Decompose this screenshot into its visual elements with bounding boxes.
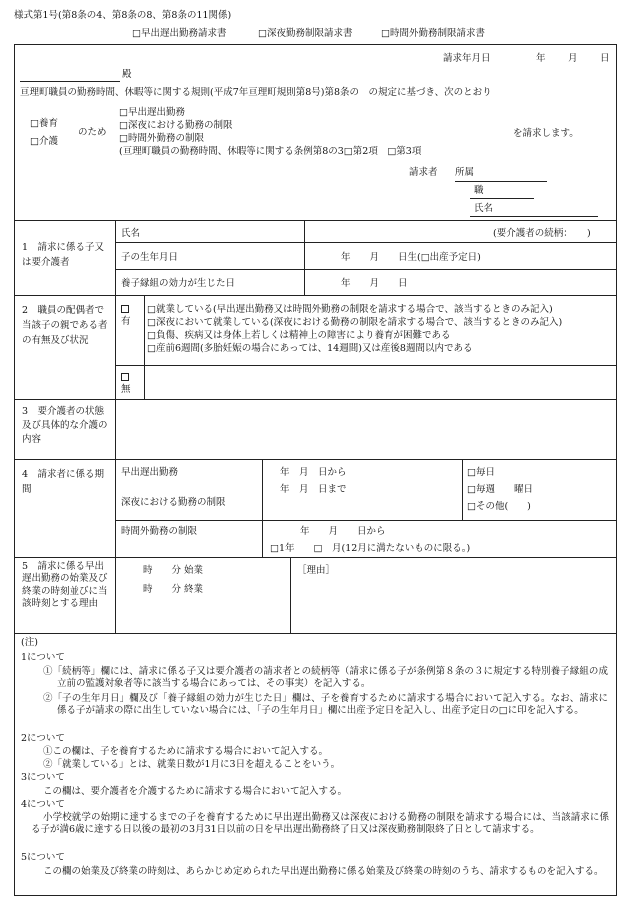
spouse-status-night[interactable]: □深夜において就業している(深夜における勤務の制限を請求する場合で、該当するときのみ記入) [147,317,563,328]
note3-heading: 3について [21,772,65,783]
birth-date-value[interactable]: 年 月 日生(□出産予定日) [341,252,481,263]
note1-item1: ①「続柄等」欄には、請求に係る子又は要介護者の請求者との続柄等（請求に係る子が条例第８条の３に規定する特別養子縁組の成立前の監護対象者等に該当する場合にあっては、その事実）を記入する。 [43,666,608,690]
spouse-no-label: 無 [121,384,131,395]
notes-heading: (注) [21,637,38,648]
doc-type-overtime[interactable]: □時間外勤務制限請求書 [381,28,485,39]
spouse-yes-checkbox[interactable] [121,304,130,316]
section5-title: 5 請求に係る早出遅出勤務の始業及び終業の時刻並びに当該時刻とする理由 [22,561,108,610]
freq-daily[interactable]: □毎日 [467,467,495,478]
period-overtime: 時間外勤務の制限 [121,526,198,537]
form-number: 様式第1号(第8条の4、第8条の8、第8条の11関係) [14,10,232,21]
adoption-date-value[interactable]: 年 月 日 [341,278,408,289]
request-option-early-late[interactable]: □早出遅出勤務 [119,107,185,118]
note3-text: この欄は、要介護者を介護するために請求する場合において記入する。 [43,786,348,797]
affiliation-line[interactable] [455,181,547,182]
end-time[interactable]: 時 分 終業 [143,584,204,595]
spouse-no-checkbox[interactable] [121,372,130,384]
note5-text: この欄の始業及び終業の時刻は、あらかじめ定められた早出遅出勤務に係る始業及び終業の時刻のうち、請求するものを記入する。 [43,866,604,877]
note4-text: 小学校就学の始期に達するまでの子を養育するために早出遅出勤務又は深夜における勤務の制限を請求する場合には、当該請求に係る子が満6歳に達する日以後の最初の3月31日以前の日を早出遅出勤務終了日又は深夜勤務制限終了日として請求する。 [31,812,609,836]
note2-item2: ②「就業している」とは、就業日数が1月に3日を超えることをいう。 [43,759,341,770]
freq-weekly[interactable]: □毎週 曜日 [467,484,533,495]
overtime-from[interactable]: 年 月 日から [300,526,386,537]
addressee-line[interactable] [20,70,120,82]
child-name-label: 氏名 [121,228,141,239]
section1-title: 1 請求に係る子又は要介護者 [22,242,105,268]
note2-heading: 2について [21,733,65,744]
spouse-status-working[interactable]: □就業している(早出遅出勤務又は時間外勤務の制限を請求する場合で、該当するときのみ記入) [147,304,553,315]
position-label: 職 [474,185,484,196]
note1-heading: 1について [21,652,65,663]
doc-type-night[interactable]: □深夜勤務制限請求書 [258,28,353,39]
requester-label: 請求者 [409,167,438,178]
start-time[interactable]: 時 分 始業 [143,565,204,576]
purpose-raising[interactable]: □養育 [30,118,58,129]
freq-other[interactable]: □その他( ) [467,501,531,512]
request-suffix: を請求します。 [513,128,579,139]
affiliation-label: 所属 [455,167,475,178]
adoption-date-label: 養子縁組の効力が生じた日 [121,278,236,289]
addressee-suffix: 殿 [122,69,132,80]
for-label: のため [78,127,107,138]
reason-label: ［理由］ [297,565,336,576]
period-early-late: 早出遅出勤務 [121,467,179,478]
note2-item1: ①この欄は、子を養育するために請求する場合において記入する。 [43,746,329,757]
date-year[interactable]: 年 [536,53,546,64]
section4-title: 4 請求者に係る期間 [22,469,105,496]
doc-type-early-late[interactable]: □早出遅出勤務請求書 [132,28,227,39]
spouse-status-injury[interactable]: □負傷、疾病又は身体上若しくは精神上の障害により養育が困難である [147,330,451,341]
note5-heading: 5について [21,852,65,863]
overtime-period[interactable]: □1年 □ 月(12月に満たないものに限る。) [270,543,471,554]
note1-item2: ②「子の生年月日」欄及び「養子縁組の効力が生じた日」欄は、子を養育するために請求する場合において記入する。なお、請求に係る子が請求の際に出生していない場合には、「子の生年月日」欄に出産予定日を記入し、出産予定日の□に印を記入する。 [43,693,608,717]
request-date-label: 請求年月日 [443,53,491,64]
section2-title: 2 職員の配偶者で当該子の親である者の有無及び状況 [22,305,108,347]
date-month[interactable]: 月 [568,53,578,64]
note4-heading: 4について [21,799,65,810]
request-option-overtime[interactable]: □時間外勤務の制限 [119,133,204,144]
name-label: 氏名 [474,203,494,214]
purpose-care[interactable]: □介護 [30,136,58,147]
date-day[interactable]: 日 [600,53,610,64]
period-from[interactable]: 年 月 日から [280,467,347,478]
period-to[interactable]: 年 月 日まで [280,484,347,495]
relation-label[interactable]: (要介護者の続柄： ) [493,228,591,239]
regulation-note: (亘理町職員の勤務時間、休暇等に関する条例第8の3□第2項 □第3項 [119,146,422,157]
section3-title: 3 要介護者の状態及び具体的な介護の内容 [22,406,108,445]
request-option-night[interactable]: □深夜における勤務の制限 [119,120,233,131]
period-night: 深夜における勤務の制限 [121,497,226,508]
position-line[interactable] [470,198,534,199]
name-line[interactable] [470,216,598,217]
intro-text: 亘理町職員の勤務時間、休暇等に関する規則(平成7年亘理町規則第8号)第8条の の規定に基づき、次のとおり [20,87,492,98]
birth-date-label: 子の生年月日 [121,252,179,263]
spouse-status-maternity[interactable]: □産前6週間(多胎妊娠の場合にあっては、14週間)又は産後8週間以内である [147,343,473,354]
spouse-yes-label: 有 [121,316,131,327]
